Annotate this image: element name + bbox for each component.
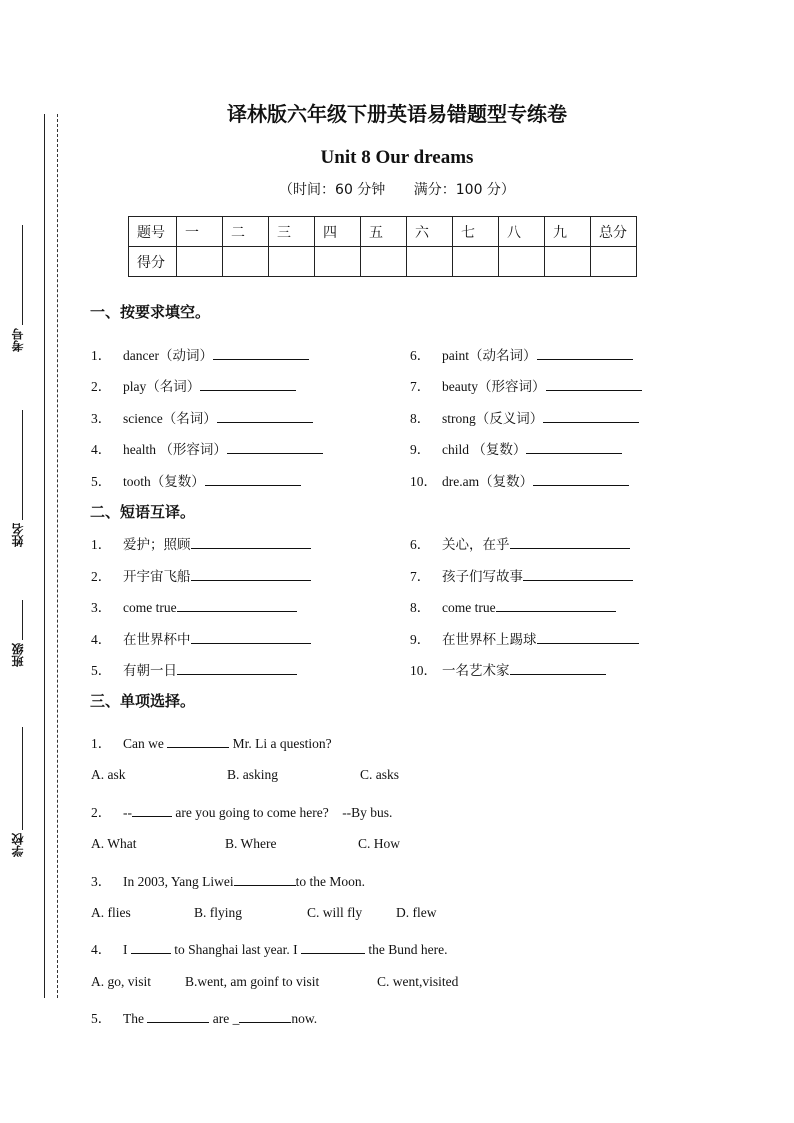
school-line [22, 727, 23, 830]
list-item: 6． 关心，在乎 [410, 533, 630, 553]
table-header-cell: 题号 [129, 217, 177, 247]
table-header-cell: 总分 [591, 217, 637, 247]
score-cell[interactable] [269, 247, 315, 277]
score-cell[interactable] [315, 247, 361, 277]
class-line [22, 600, 23, 640]
list-item: 8． come true [410, 596, 616, 616]
list-item: 9． child （复数） [410, 438, 622, 458]
score-cell[interactable] [591, 247, 637, 277]
list-item: 5． 有朝一日 [91, 659, 297, 679]
section-title: 一、按要求填空。 [90, 303, 211, 321]
table-header-cell: 八 [499, 217, 545, 247]
table-header-cell: 七 [453, 217, 499, 247]
binding-line [44, 114, 45, 998]
table-header-cell: 六 [407, 217, 453, 247]
page-title: 译林版六年级下册英语易错题型专练卷 [227, 102, 567, 126]
question-5: 5． The are _ now. [91, 1011, 318, 1026]
list-item: 4． health （形容词） [91, 438, 323, 458]
list-item: 1． dancer（动词） [91, 344, 309, 364]
section-title: 二、短语互译。 [90, 503, 196, 521]
name-label: 姓名 [11, 523, 25, 547]
school-label: 学校 [11, 833, 25, 857]
list-item: 3． science（名词） [91, 407, 313, 427]
score-table-header-row [129, 217, 637, 247]
time-limit: （时间：60 分钟 [279, 182, 386, 198]
score-table [128, 216, 637, 277]
score-cell[interactable] [499, 247, 545, 277]
table-header-cell: 四 [315, 217, 361, 247]
score-cell[interactable] [361, 247, 407, 277]
class-label: 班级 [11, 643, 25, 667]
table-header-cell: 三 [269, 217, 315, 247]
score-table-score-row [129, 247, 637, 277]
list-item: 3． come true [91, 596, 297, 616]
question-3: 3． In 2003, Yang Liwei to the Moon. [91, 874, 365, 889]
question-1: 1． Can we Mr. Li a question? [91, 736, 332, 751]
list-item: 1． 爱护；照顾 [91, 533, 311, 553]
score-cell[interactable] [177, 247, 223, 277]
table-row-label: 得分 [129, 247, 177, 277]
table-header-cell: 二 [223, 217, 269, 247]
list-item: 9． 在世界杯上踢球 [410, 628, 639, 648]
list-item: 7． 孩子们写故事 [410, 565, 633, 585]
list-item: 2． play（名词） [91, 375, 296, 395]
name-line [22, 410, 23, 520]
list-item: 8． strong（反义词） [410, 407, 639, 427]
table-header-cell: 一 [177, 217, 223, 247]
section-title: 三、单项选择。 [90, 692, 196, 710]
list-item: 10． 一名艺术家 [410, 659, 606, 679]
question-4: 4． I to Shanghai last year. I the Bund here. [91, 942, 448, 957]
table-header-cell: 九 [545, 217, 591, 247]
list-item: 5． tooth（复数） [91, 470, 301, 490]
list-item: 2． 开宇宙飞船 [91, 565, 311, 585]
score-cell[interactable] [223, 247, 269, 277]
table-header-cell: 五 [361, 217, 407, 247]
question-2: 2． -- are you going to come here? --By bus. [91, 805, 393, 820]
score-cell[interactable] [407, 247, 453, 277]
exam-id-label: 考号 [11, 328, 25, 352]
page-subtitle: Unit 8 Our dreams [320, 147, 474, 168]
binding-dashed-line [57, 114, 58, 998]
list-item: 10． dre.am（复数） [410, 470, 629, 490]
exam-id-line [22, 225, 23, 325]
list-item: 6． paint（动名词） [410, 344, 633, 364]
full-score: 满分：100 分） [413, 182, 515, 198]
score-cell[interactable] [453, 247, 499, 277]
exam-meta [0, 179, 794, 199]
list-item: 4． 在世界杯中 [91, 628, 311, 648]
score-cell[interactable] [545, 247, 591, 277]
list-item: 7． beauty（形容词） [410, 375, 642, 395]
